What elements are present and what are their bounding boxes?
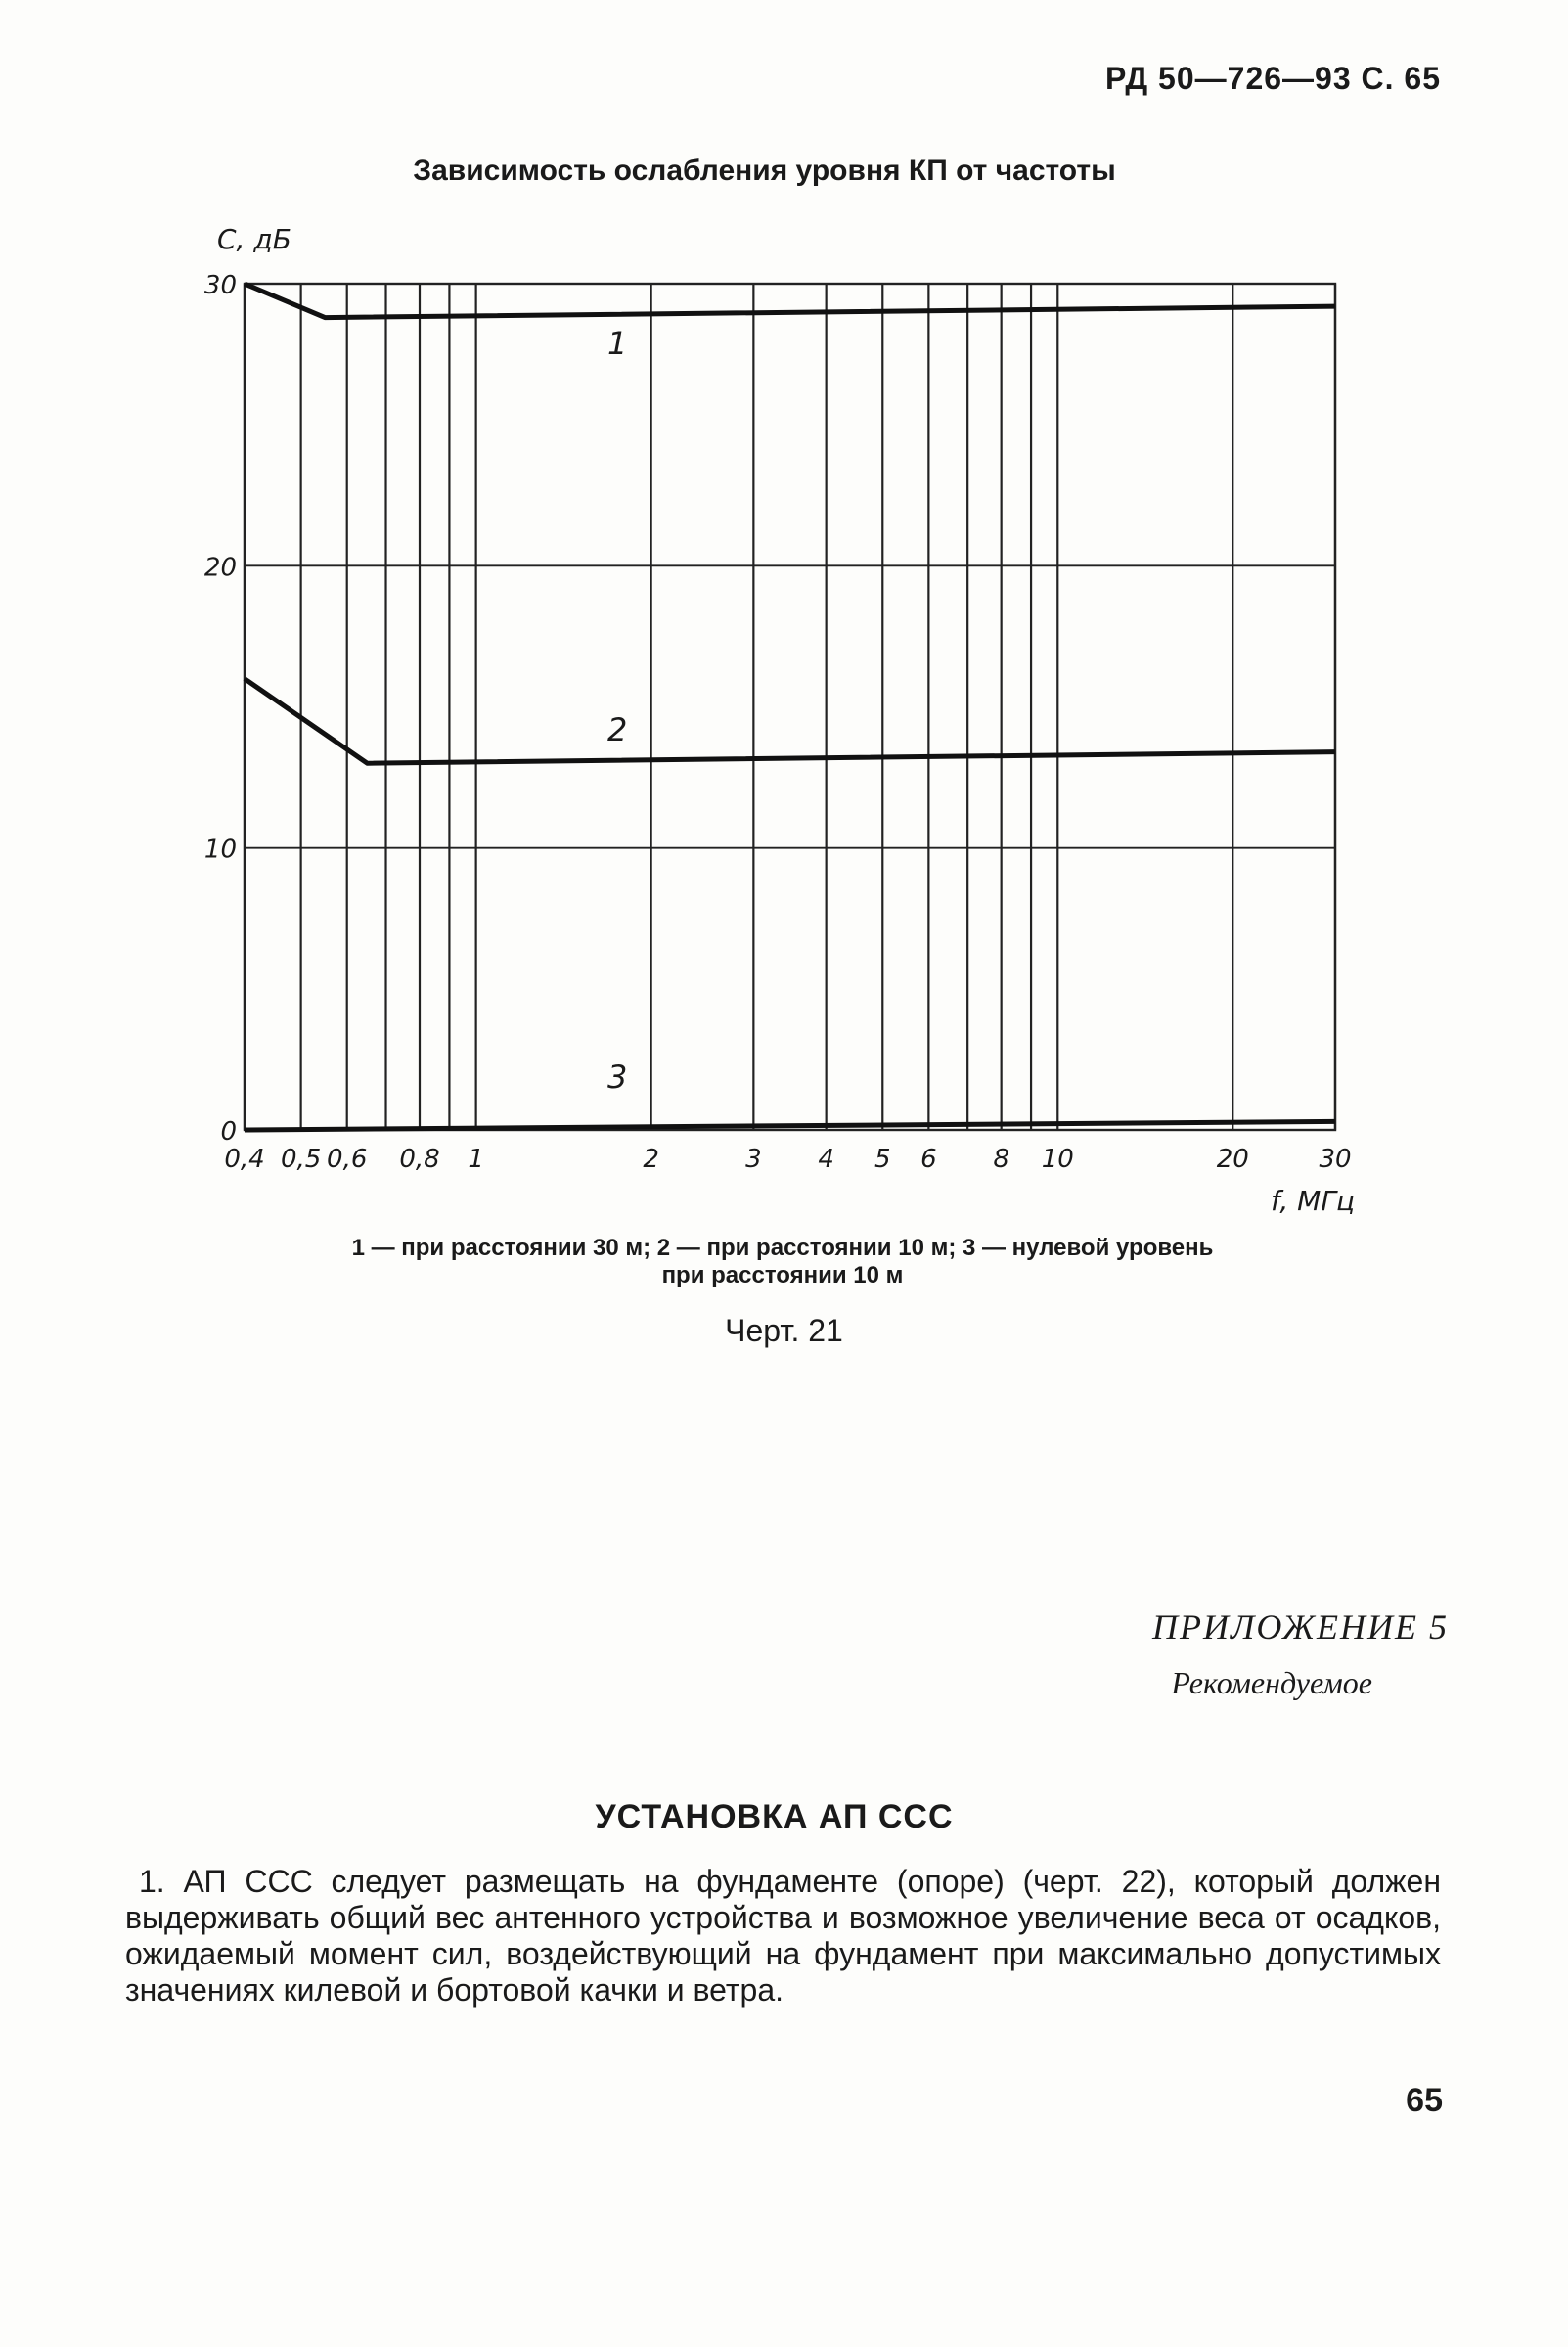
x-tick-label: 20 <box>1216 1145 1249 1174</box>
y-axis-label: C, дБ <box>217 223 291 255</box>
y-tick-label: 0 <box>220 1117 237 1147</box>
appendix-title: ПРИЛОЖЕНИЕ 5 <box>1152 1607 1449 1647</box>
x-tick-label: 0,6 <box>327 1145 368 1174</box>
x-tick-label: 0,8 <box>399 1145 440 1174</box>
body-paragraph: 1. АП ССС следует размещать на фундаменте (опоре) (черт. 22), который должен выдерживать общий вес антенного устройства и возможное увеличение веса от осадков, ожидаемый момент сил, воздействующий на фундамент при максимально допустимых значениях килевой и бортовой качки и ветра. <box>125 1864 1441 2008</box>
chart-grid <box>245 284 1335 1130</box>
x-axis-label: f, МГц <box>1271 1185 1355 1217</box>
x-tick-label: 6 <box>920 1145 937 1174</box>
attenuation-chart <box>176 205 1389 1242</box>
curve-label-2: 2 <box>606 711 628 749</box>
x-tick-label: 4 <box>818 1145 834 1174</box>
curve-label-3: 3 <box>606 1058 628 1096</box>
x-tick-label: 10 <box>1041 1145 1074 1174</box>
section-title: УСТАНОВКА АП ССС <box>595 1798 954 1835</box>
x-tick-label: 3 <box>745 1145 762 1174</box>
x-tick-label: 30 <box>1319 1145 1352 1174</box>
x-tick-label: 0,5 <box>280 1145 322 1174</box>
y-tick-label: 20 <box>203 553 237 583</box>
chart-svg <box>176 205 1389 1242</box>
chart-labels <box>204 223 1355 1217</box>
curve-label-1: 1 <box>606 325 628 363</box>
appendix-subtitle: Рекомендуемое <box>1171 1665 1372 1700</box>
chart-series <box>245 284 1335 1130</box>
x-tick-label: 5 <box>874 1145 891 1174</box>
x-tick-label: 8 <box>993 1145 1009 1174</box>
x-tick-label: 2 <box>643 1145 659 1174</box>
series-line-1 <box>245 284 1335 318</box>
figure-caption: Черт. 21 <box>725 1313 843 1348</box>
x-tick-label: 1 <box>468 1145 484 1174</box>
running-head: РД 50—726—93 С. 65 <box>1105 61 1441 96</box>
y-tick-label: 10 <box>203 835 237 865</box>
legend-line-1: 1 — при расстоянии 30 м; 2 — при расстоянии 10 м; 3 — нулевой уровень <box>351 1235 1214 1261</box>
series-line-3 <box>245 1121 1335 1130</box>
series-line-2 <box>245 679 1335 764</box>
y-tick-label: 30 <box>203 271 237 300</box>
chart-title: Зависимость ослабления уровня КП от частоты <box>413 155 1116 187</box>
legend-line-2: при расстоянии 10 м <box>661 1262 904 1288</box>
plot-frame <box>245 284 1335 1130</box>
x-tick-label: 0,4 <box>224 1145 265 1174</box>
chart-legend <box>196 1235 1369 1289</box>
page-number: 65 <box>1406 2082 1443 2119</box>
